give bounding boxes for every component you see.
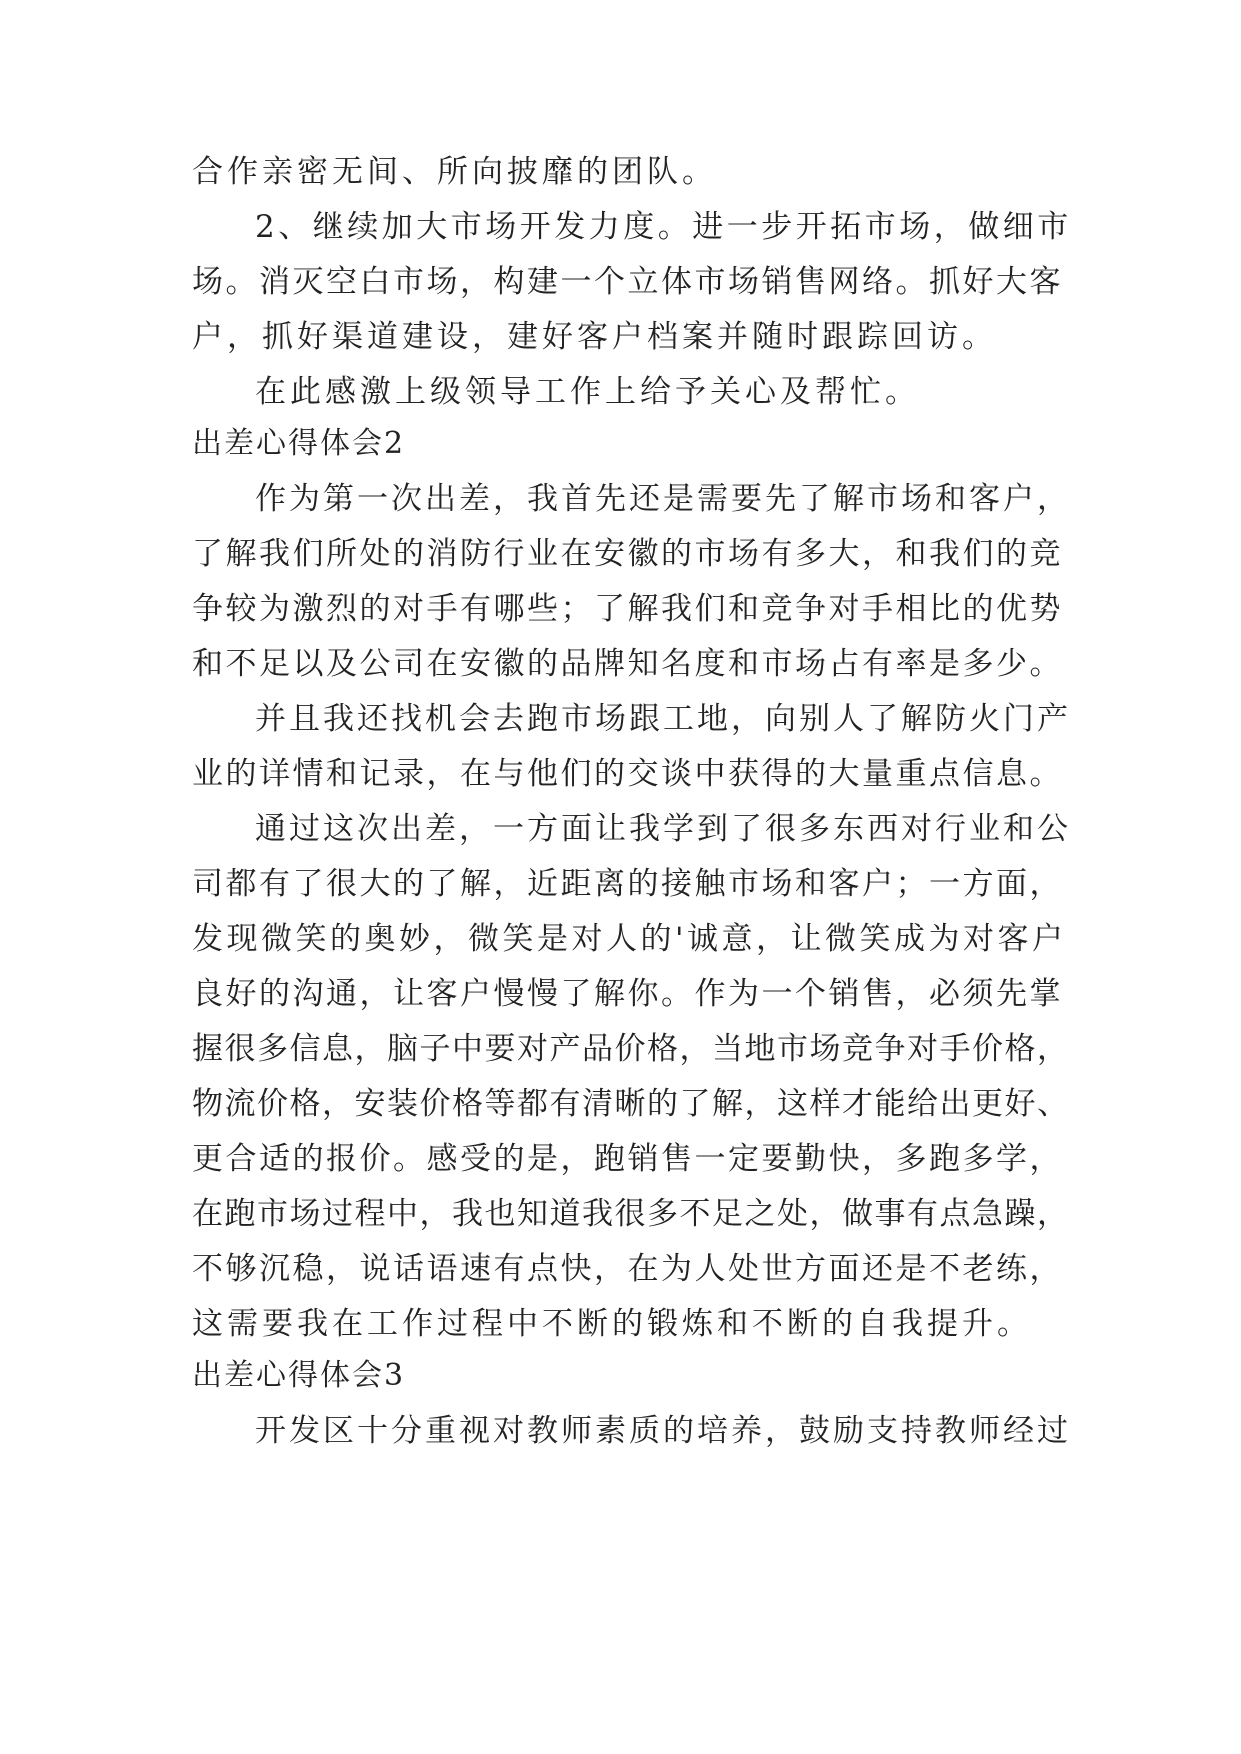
paragraph-line: 争较为激烈的对手有哪些；了解我们和竞争对手相比的优势 bbox=[192, 591, 1063, 627]
section-heading: 出差心得体会3 bbox=[192, 1358, 406, 1393]
paragraph-line: 物流价格，安装价格等都有清晰的了解，这样才能给出更好、 bbox=[192, 1086, 1070, 1122]
paragraph-line: 通过这次出差，一方面让我学到了很多东西对行业和公 bbox=[255, 811, 1071, 847]
paragraph-line: 更合适的报价。感受的是，跑销售一定要勤快，多跑多学， bbox=[192, 1141, 1063, 1177]
paragraph-line: 作为第一次出差，我首先还是需要先了解市场和客户， bbox=[255, 481, 1071, 517]
paragraph-line: 2、继续加大市场开发力度。进一步开拓市场，做细市 bbox=[255, 209, 1072, 245]
paragraph-line: 良好的沟通，让客户慢慢了解你。作为一个销售，必须先掌 bbox=[192, 976, 1063, 1012]
paragraph-line: 场。消灭空白市场，构建一个立体市场销售网络。抓好大客 bbox=[192, 264, 1063, 300]
paragraph-line: 业的详情和记录，在与他们的交谈中获得的大量重点信息。 bbox=[192, 756, 1063, 792]
paragraph-line: 并且我还找机会去跑市场跟工地，向别人了解防火门产 bbox=[255, 701, 1071, 737]
paragraph-line: 这需要我在工作过程中不断的锻炼和不断的自我提升。 bbox=[192, 1306, 1032, 1342]
paragraph-line: 司都有了很大的了解，近距离的接触市场和客户；一方面， bbox=[192, 866, 1063, 902]
paragraph-line: 在跑市场过程中，我也知道我很多不足之处，做事有点急躁， bbox=[192, 1196, 1070, 1232]
paragraph-line: 握很多信息，脑子中要对产品价格，当地市场竞争对手价格， bbox=[192, 1031, 1070, 1067]
paragraph-line: 发现微笑的奥妙，微笑是对人的'诚意，让微笑成为对客户 bbox=[192, 921, 1067, 957]
paragraph-line: 在此感激上级领导工作上给予关心及帮忙。 bbox=[255, 374, 920, 410]
paragraph-line: 了解我们所处的消防行业在安徽的市场有多大，和我们的竞 bbox=[192, 536, 1063, 572]
section-heading: 出差心得体会2 bbox=[192, 426, 406, 461]
paragraph-line: 合作亲密无间、所向披靡的团队。 bbox=[192, 154, 717, 190]
paragraph-line: 不够沉稳，说话语速有点快，在为人处世方面还是不老练， bbox=[192, 1251, 1063, 1287]
paragraph-line: 开发区十分重视对教师素质的培养，鼓励支持教师经过 bbox=[255, 1413, 1071, 1449]
paragraph-line: 户，抓好渠道建设，建好客户档案并随时跟踪回访。 bbox=[192, 319, 997, 355]
paragraph-line: 和不足以及公司在安徽的品牌知名度和市场占有率是多少。 bbox=[192, 646, 1063, 682]
